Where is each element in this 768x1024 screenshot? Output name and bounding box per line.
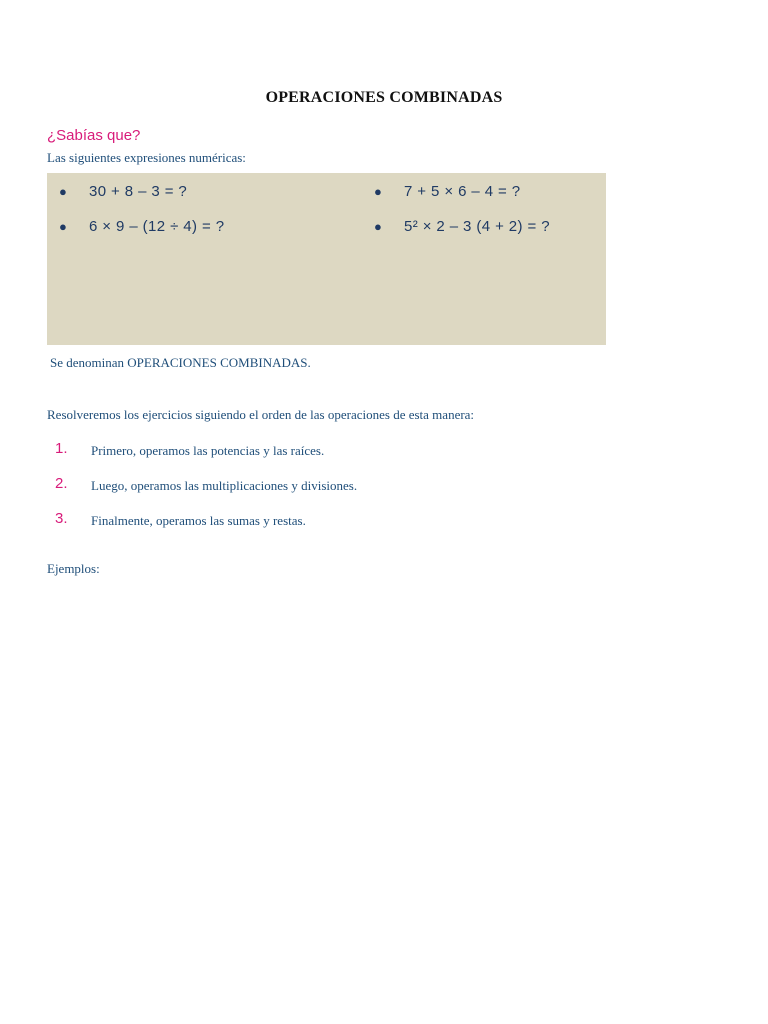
expression-text: 5² × 2 – 3 (4 + 2) = ? xyxy=(404,218,550,235)
step-number: 3. xyxy=(55,510,68,527)
step-text: Primero, operamos las potencias y las raíces. xyxy=(91,443,325,458)
intro-text: Las siguientes expresiones numéricas: xyxy=(47,150,246,165)
expression-text: 30 + 8 – 3 = ? xyxy=(89,183,188,200)
bullet-icon: ● xyxy=(374,219,383,234)
expression-text: 6 × 9 – (12 ÷ 4) = ? xyxy=(89,218,225,235)
bullet-icon: ● xyxy=(59,184,68,199)
sabias-que-heading: ¿Sabías que? xyxy=(47,127,141,144)
expressions-box xyxy=(47,173,606,345)
examples-label: Ejemplos: xyxy=(47,561,100,576)
step-number: 1. xyxy=(55,440,68,457)
expression-text: 7 + 5 × 6 – 4 = ? xyxy=(404,183,521,200)
step-text: Finalmente, operamos las sumas y restas. xyxy=(91,513,306,528)
order-intro-text: Resolveremos los ejercicios siguiendo el orden de las operaciones de esta manera: xyxy=(47,407,475,422)
step-number: 2. xyxy=(55,475,68,492)
bullet-icon: ● xyxy=(59,219,68,234)
bullet-icon: ● xyxy=(374,184,383,199)
definition-text: Se denominan OPERACIONES COMBINADAS. xyxy=(50,355,311,370)
step-text: Luego, operamos las multiplicaciones y divisiones. xyxy=(91,478,358,493)
page-title: OPERACIONES COMBINADAS xyxy=(265,89,503,106)
